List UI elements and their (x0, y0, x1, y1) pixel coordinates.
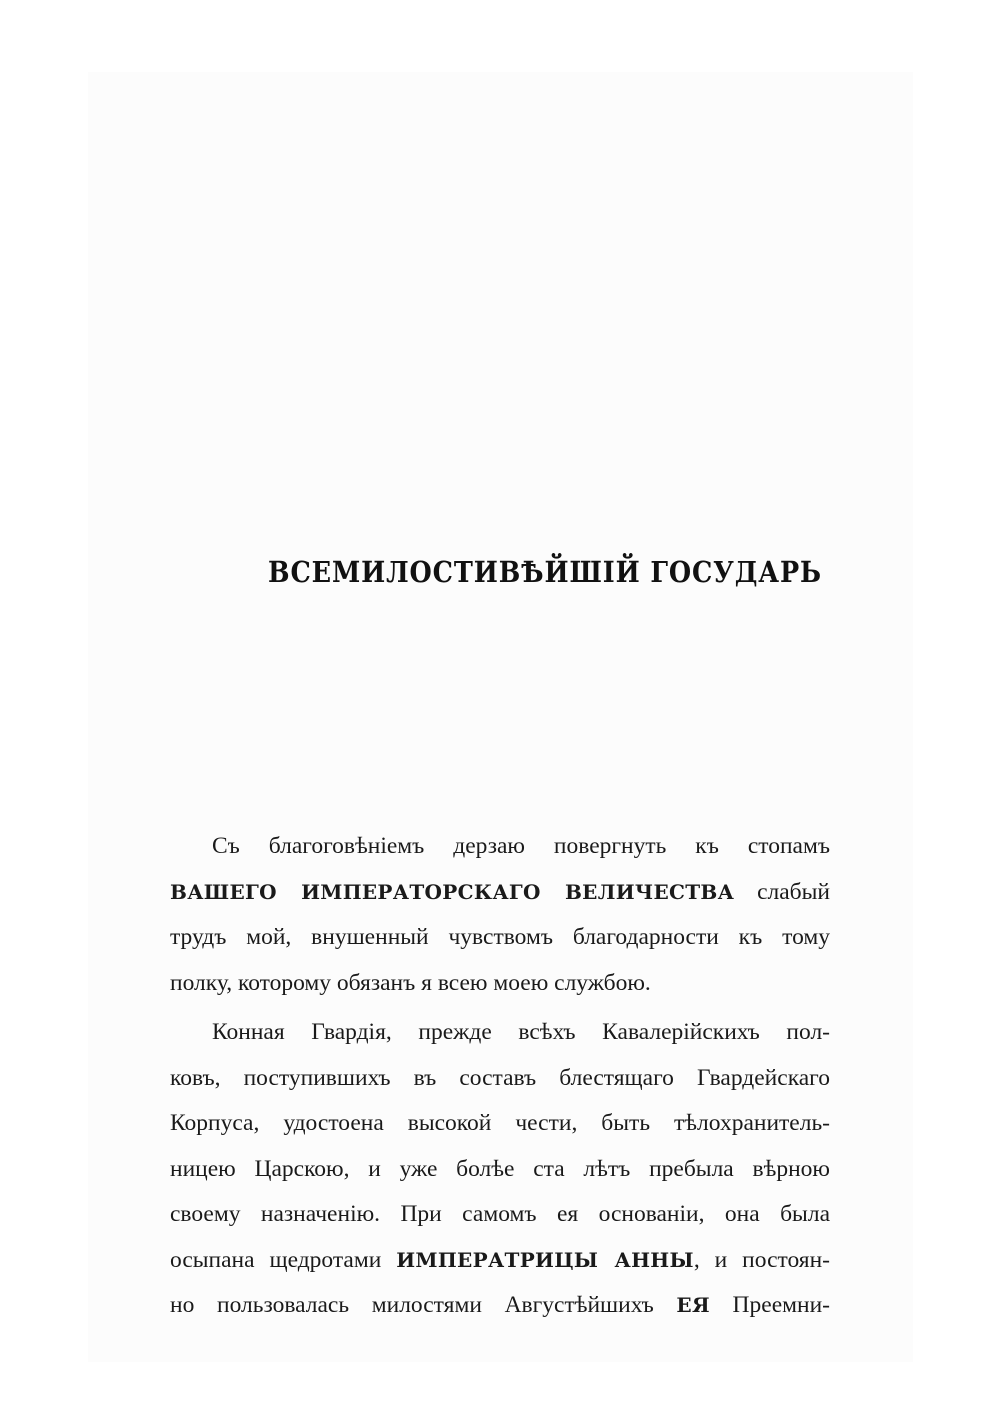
text-line: Корпуса, удостоена высокой чести, быть тѣлохранитель- (170, 1110, 830, 1136)
emphasis-caps: ЕЯ (676, 1293, 710, 1317)
text-line (170, 1238, 830, 1284)
page-heading: ВСЕМИЛОСТИВѢЙШІЙ ГОСУДАРЬ (268, 555, 822, 589)
text-line: ковъ, поступившихъ въ составъ блестящаго Гвардейскаго (170, 1064, 830, 1091)
text-line: Съ благоговѣніемъ дерзаю повергнуть къ стопамъ (212, 833, 830, 859)
text-line: полку, которому обязанъ я всею моею службою. (170, 969, 651, 996)
text-fragment: осыпана щедротами (170, 1246, 397, 1273)
text-line (170, 1283, 830, 1329)
text-line (170, 870, 830, 916)
text-line: трудъ мой, внушенный чувствомъ благодарности къ тому (170, 924, 830, 950)
text-fragment: , и постоян- (693, 1246, 830, 1273)
emphasis-caps: ИМПЕРАТРИЦЫ АННЫ (396, 1247, 694, 1272)
text-fragment: но пользовалась милостями Августѣйшихъ (170, 1292, 677, 1318)
text-fragment: Преемни- (709, 1292, 830, 1318)
body-text (170, 824, 830, 1329)
emphasis-caps: ВАШЕГО ИМПЕРАТОРСКАГО ВЕЛИЧЕСТВА (170, 879, 735, 904)
text-line: своему назначенію. При самомъ ея основаніи, она была (170, 1201, 830, 1227)
text-line: ницею Царскою, и уже болѣе ста лѣтъ пребыла вѣрною (170, 1155, 830, 1182)
text-line: Конная Гвардія, прежде всѣхъ Кавалерійскихъ пол- (212, 1019, 830, 1045)
text-fragment: слабый (734, 878, 830, 905)
